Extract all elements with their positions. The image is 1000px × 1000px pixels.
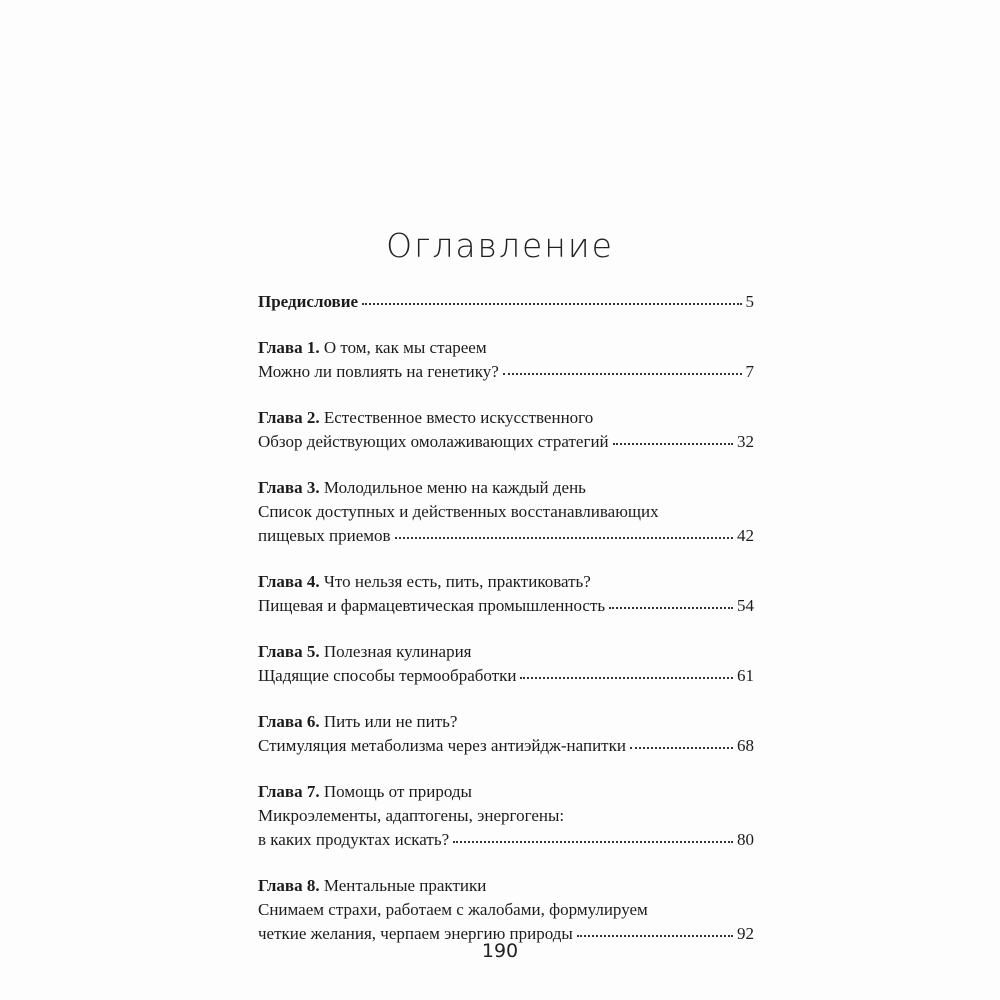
chapter-title: О том, как мы стареем <box>323 338 487 357</box>
dot-leader <box>362 303 741 305</box>
chapter-title: Пить или не пить? <box>323 712 458 731</box>
chapter-subtitle-line <box>258 898 754 922</box>
toc-entry-chapter <box>258 406 754 454</box>
chapter-subtitle: четкие желания, черпаем энергию природы <box>258 924 573 943</box>
chapter-subtitle: Щадящие способы термообработки <box>258 666 517 685</box>
chapter-label: Глава 5. <box>258 642 320 661</box>
chapter-subtitle: пищевых приемов <box>258 526 391 545</box>
page-ref: 42 <box>737 526 754 545</box>
chapter-subtitle-line <box>258 360 754 384</box>
chapter-title: Естественное вместо искусственного <box>323 408 594 427</box>
chapter-subtitle-line <box>258 430 754 454</box>
chapter-label: Глава 8. <box>258 876 320 895</box>
dot-leader <box>613 443 733 445</box>
dot-leader <box>609 607 733 609</box>
chapter-subtitle-line <box>258 594 754 618</box>
folio-page-number: 190 <box>481 940 519 962</box>
chapter-subtitle: Снимаем страхи, работаем с жалобами, формулируем <box>258 900 648 919</box>
chapter-heading <box>258 476 754 500</box>
chapter-title: Что нельзя есть, пить, практиковать? <box>323 572 591 591</box>
table-of-contents <box>258 290 754 946</box>
toc-entry-preface <box>258 290 754 314</box>
chapter-label: Глава 3. <box>258 478 320 497</box>
dot-leader <box>453 841 733 843</box>
chapter-subtitle: Микроэлементы, адаптогены, энергогены: <box>258 806 565 825</box>
chapter-heading <box>258 710 754 734</box>
toc-entry-chapter <box>258 570 754 618</box>
preface-label: Предисловие <box>258 292 359 311</box>
page-ref: 54 <box>737 596 754 615</box>
toc-entry-chapter <box>258 780 754 852</box>
chapter-list <box>258 336 754 946</box>
chapter-subtitle-line <box>258 734 754 758</box>
dot-leader <box>520 677 733 679</box>
dot-leader <box>503 373 742 375</box>
chapter-subtitle: в каких продуктах искать? <box>258 830 450 849</box>
dot-leader <box>395 537 733 539</box>
page-ref: 68 <box>737 736 754 755</box>
chapter-label: Глава 6. <box>258 712 320 731</box>
chapter-title: Молодильное меню на каждый день <box>323 478 586 497</box>
toc-line <box>258 290 754 314</box>
toc-entry-chapter <box>258 710 754 758</box>
toc-entry-chapter <box>258 874 754 946</box>
chapter-subtitle: Можно ли повлиять на генетику? <box>258 362 499 381</box>
chapter-subtitle-line <box>258 500 754 524</box>
chapter-subtitle: Список доступных и действенных восстанавливающих <box>258 502 659 521</box>
toc-entry-chapter <box>258 476 754 548</box>
chapter-subtitle: Стимуляция метаболизма через антиэйдж-напитки <box>258 736 626 755</box>
chapter-title: Ментальные практики <box>323 876 487 895</box>
chapter-label: Глава 2. <box>258 408 320 427</box>
chapter-heading <box>258 406 754 430</box>
toc-entry-chapter <box>258 640 754 688</box>
page-ref: 5 <box>745 292 754 311</box>
toc-entry-chapter <box>258 336 754 384</box>
chapter-subtitle-line <box>258 664 754 688</box>
chapter-heading <box>258 336 754 360</box>
page-title: Оглавление <box>386 226 614 265</box>
chapter-label: Глава 1. <box>258 338 320 357</box>
chapter-subtitle: Пищевая и фармацевтическая промышленность <box>258 596 606 615</box>
chapter-label: Глава 7. <box>258 782 320 801</box>
chapter-title: Помощь от природы <box>323 782 472 801</box>
chapter-subtitle-line <box>258 828 754 852</box>
chapter-label: Глава 4. <box>258 572 320 591</box>
chapter-heading <box>258 780 754 804</box>
chapter-heading <box>258 570 754 594</box>
chapter-subtitle-line <box>258 524 754 548</box>
chapter-subtitle: Обзор действующих омолаживающих стратегий <box>258 432 609 451</box>
chapter-heading <box>258 640 754 664</box>
dot-leader <box>577 935 733 937</box>
dot-leader <box>630 747 733 749</box>
chapter-subtitle-line <box>258 804 754 828</box>
chapter-heading <box>258 874 754 898</box>
page-ref: 32 <box>737 432 754 451</box>
page-ref: 61 <box>737 666 754 685</box>
page-ref: 7 <box>745 362 754 381</box>
page-ref: 92 <box>737 924 754 943</box>
chapter-title: Полезная кулинария <box>323 642 472 661</box>
page-ref: 80 <box>737 830 754 849</box>
